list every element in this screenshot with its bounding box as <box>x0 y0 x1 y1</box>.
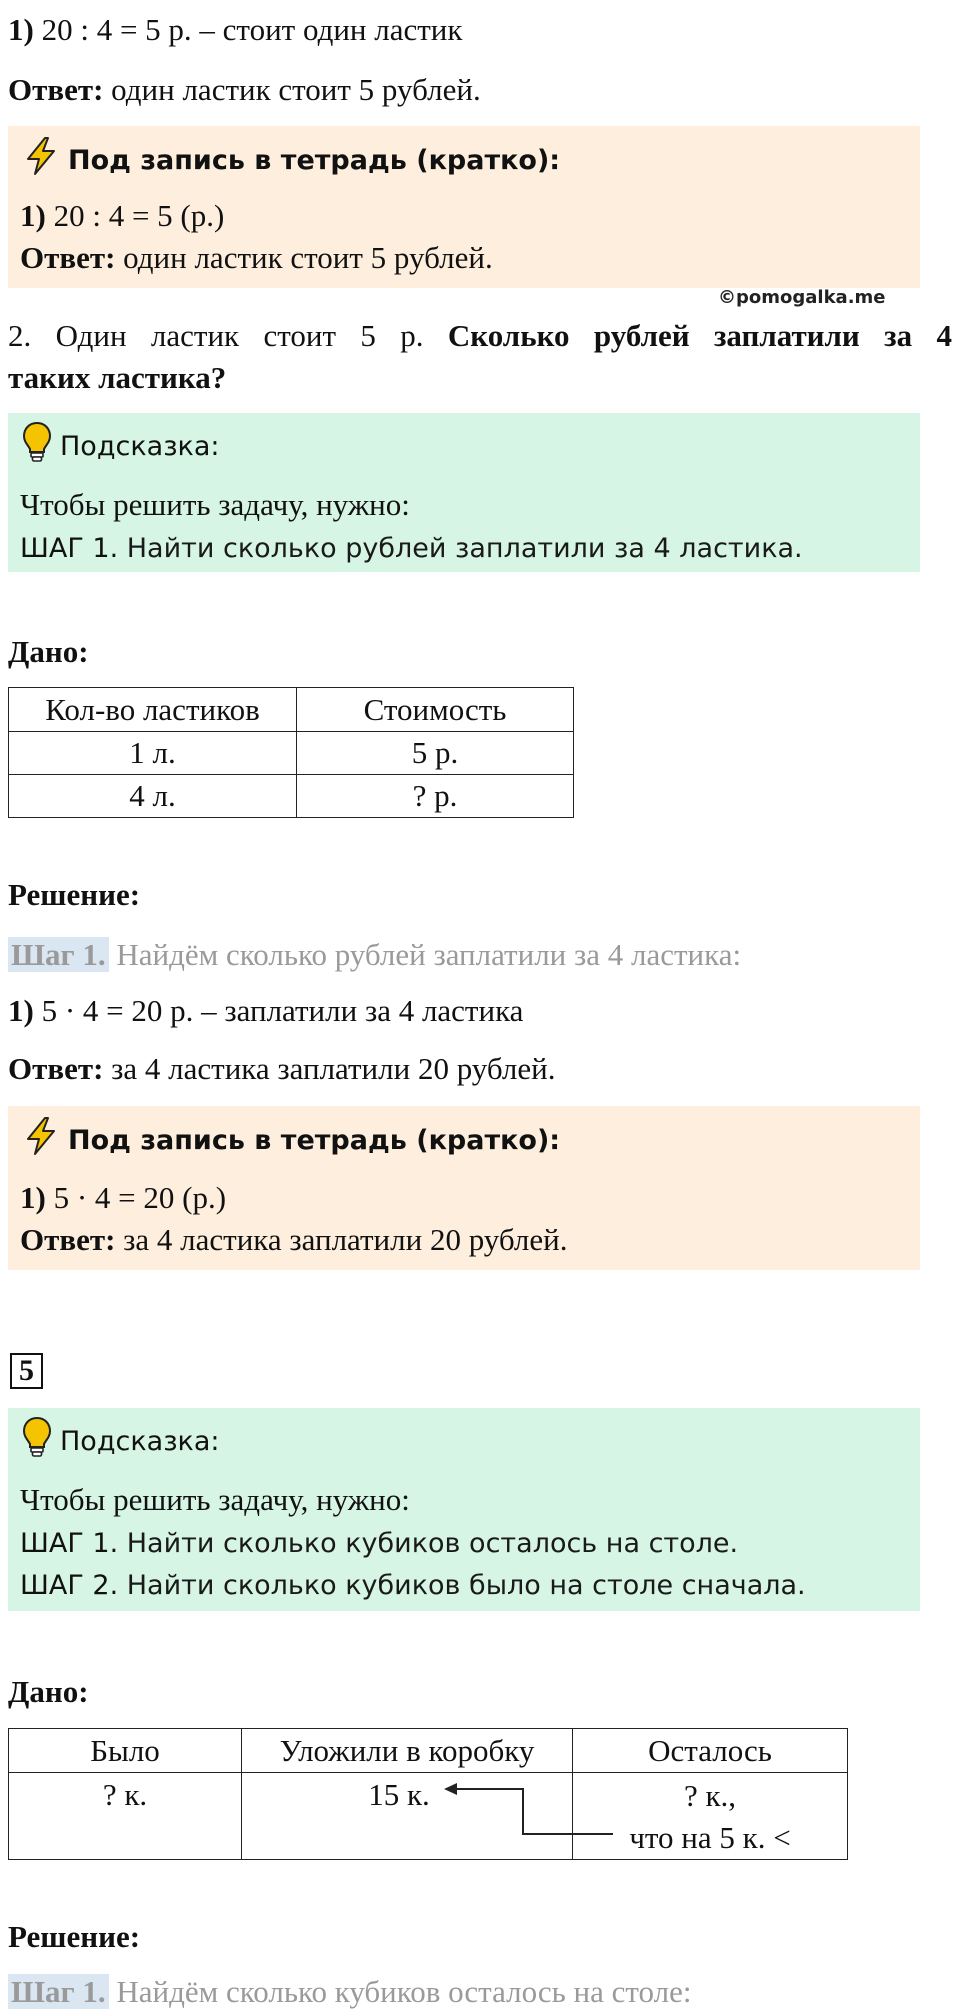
hint-box-title: Подсказка: <box>60 430 220 462</box>
table-header-cell: Осталось <box>573 1729 848 1773</box>
solution-label: Решение: <box>8 1919 141 1954</box>
table-row <box>9 775 574 818</box>
task-statement-line1 <box>8 316 952 356</box>
table-cell: ? р. <box>297 775 574 818</box>
answer-line <box>8 70 481 110</box>
notebook-box <box>8 126 920 288</box>
notebook-calc-number: 1) <box>20 1180 46 1215</box>
notebook-calc-number: 1) <box>20 198 46 233</box>
given-table <box>8 687 574 818</box>
given-table-wrap <box>8 1728 848 1857</box>
notebook-box <box>8 1106 920 1270</box>
hint-step-1 <box>20 527 803 567</box>
notebook-calc-text: 5 · 4 = 20 (р.) <box>45 1180 227 1215</box>
solution-calc-line <box>8 991 523 1031</box>
solution-step-line <box>8 935 741 975</box>
hint-step-label: ШАГ 2. <box>20 1570 119 1601</box>
watermark: ©pomogalka.me <box>718 287 886 308</box>
solution-step-label: Шаг 1. <box>8 937 109 972</box>
notebook-answer-line <box>20 1220 567 1260</box>
hint-step-text: Найти сколько рублей заплатили за 4 ластика. <box>118 533 803 564</box>
task-question-part1: Сколько рублей заплатили за 4 <box>447 318 952 353</box>
given-label: Дано: <box>8 634 89 669</box>
table-cell: 5 р. <box>297 732 574 775</box>
solution-answer-text: за 4 ластика заплатили 20 рублей. <box>103 1051 556 1086</box>
notebook-calc-line <box>20 196 224 236</box>
arrow-left-icon <box>8 1728 848 1857</box>
hint-intro: Чтобы решить задачу, нужно: <box>20 1482 410 1517</box>
given-label: Дано: <box>8 1674 89 1709</box>
notebook-answer-label: Ответ: <box>20 240 116 275</box>
notebook-calc-text: 20 : 4 = 5 (р.) <box>45 198 225 233</box>
hint-box-header <box>22 421 220 473</box>
hint-step-text: Найти сколько кубиков было на столе сначала. <box>118 1570 806 1601</box>
notebook-box-header <box>22 1116 560 1166</box>
notebook-calc-line <box>20 1178 226 1218</box>
table-header-row <box>9 688 574 732</box>
task-number-box: 5 <box>10 1353 43 1389</box>
table-cell: 4 л. <box>9 775 297 818</box>
task-plain-text: 2. Один ластик стоит 5 р. <box>8 318 448 353</box>
hint-step-2 <box>20 1564 806 1604</box>
lightbulb-icon <box>22 421 52 473</box>
hint-step-text: Найти сколько кубиков осталось на столе. <box>118 1528 739 1559</box>
notebook-box-title: Под запись в тетрадь (кратко): <box>68 1124 561 1156</box>
notebook-answer-label: Ответ: <box>20 1222 116 1257</box>
solution-calc-number: 1) <box>8 993 34 1028</box>
table-row <box>9 732 574 775</box>
calc-number: 1) <box>8 12 34 47</box>
answer-label: Ответ: <box>8 72 104 107</box>
notebook-answer-text: один ластик стоит 5 рублей. <box>115 240 493 275</box>
hint-step-label: ШАГ 1. <box>20 1528 119 1559</box>
notebook-answer-line <box>20 238 493 278</box>
table-cell-comparison: что на 5 к. < <box>629 1819 791 1855</box>
table-header-cell: Кол-во ластиков <box>9 688 297 732</box>
hint-step-label: ШАГ 1. <box>20 533 119 564</box>
lightbulb-icon <box>22 1416 52 1468</box>
table-header-cell: Было <box>9 1729 242 1773</box>
table-header-cell: Стоимость <box>297 688 574 732</box>
hint-box-header <box>22 1416 220 1468</box>
table-header-cell: Уложили в коробку <box>242 1729 573 1773</box>
task-question-part2: таких ластика? <box>8 360 227 395</box>
hint-box-title: Подсказка: <box>60 1425 220 1457</box>
solution-step-label: Шаг 1. <box>8 1974 109 2009</box>
notebook-box-header <box>22 136 560 186</box>
solution-step-line <box>8 1972 691 2012</box>
solution-step-text: Найдём сколько кубиков осталось на столе: <box>108 1974 692 2009</box>
solution-step-text: Найдём сколько рублей заплатили за 4 ластика: <box>108 937 742 972</box>
answer-text: один ластик стоит 5 рублей. <box>103 72 481 107</box>
calc-line <box>8 10 462 50</box>
table-cell-value: 15 к. <box>368 1777 430 1812</box>
solution-label: Решение: <box>8 877 141 912</box>
calc-text: 20 : 4 = 5 р. – стоит один ластик <box>33 12 463 47</box>
notebook-box-title: Под запись в тетрадь (кратко): <box>68 144 561 176</box>
lightning-icon <box>22 1116 60 1166</box>
table-cell: 1 л. <box>9 732 297 775</box>
solution-answer-label: Ответ: <box>8 1051 104 1086</box>
table-cell: ? к. <box>9 1773 242 1860</box>
hint-step-1 <box>20 1522 738 1562</box>
solution-calc-text: 5 · 4 = 20 р. – заплатили за 4 ластика <box>33 993 524 1028</box>
hint-box <box>8 413 920 572</box>
hint-box <box>8 1408 920 1611</box>
hint-intro: Чтобы решить задачу, нужно: <box>20 487 410 522</box>
notebook-answer-text: за 4 ластика заплатили 20 рублей. <box>115 1222 568 1257</box>
solution-answer-line <box>8 1049 555 1089</box>
lightning-icon <box>22 136 60 186</box>
table-cell-value: ? к., <box>683 1778 737 1813</box>
